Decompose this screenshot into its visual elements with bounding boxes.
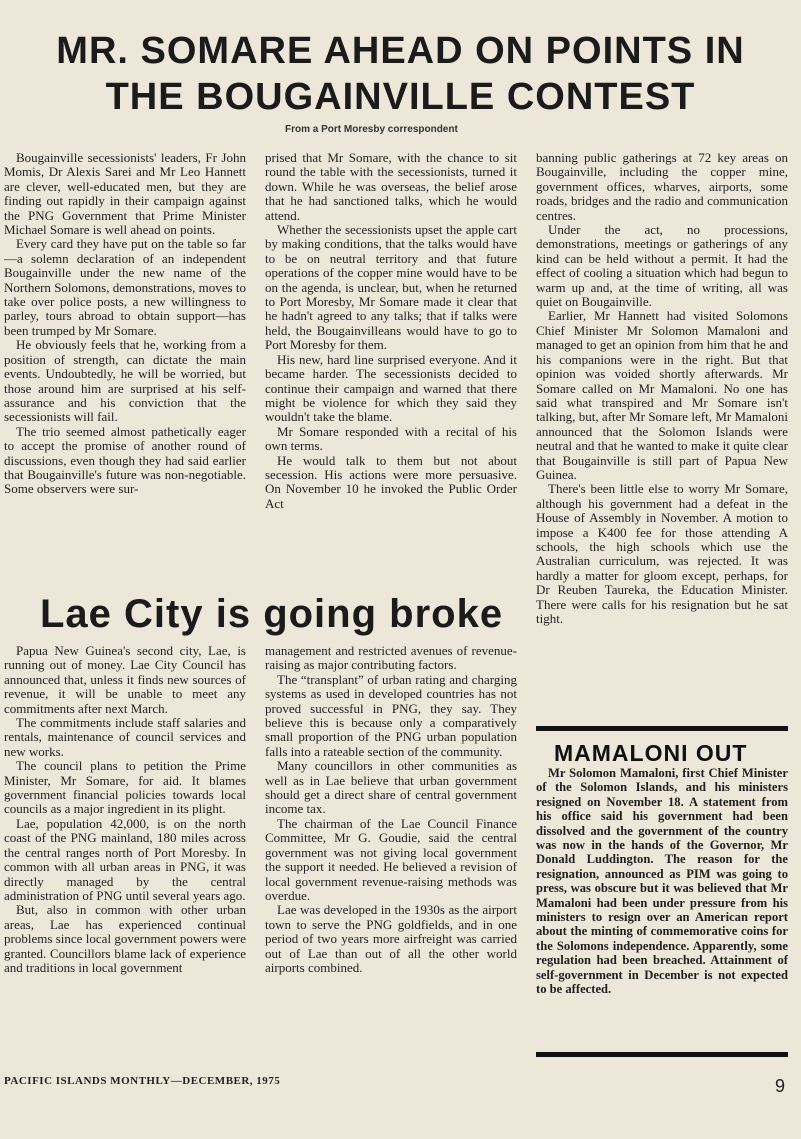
paragraph: management and restricted avenues of revenue-raising as major contributing factors. (265, 643, 517, 673)
paragraph: But, also in common with other urban areas, Lae has experienced continual problems since local government powers were granted. Councillors blame lack of experience and traditions in local government (4, 902, 246, 975)
article1-column-3 (536, 151, 788, 626)
page-number: 9 (775, 1076, 786, 1096)
paragraph: He would talk to them but not about secession. His actions were more persuasive. On November 10 he invoked the Public Order Act (265, 452, 517, 511)
paragraph: There's been little else to worry Mr Somare, although his government had a defeat in the House of Assembly in November. A motion to impose a K400 fee for those attending A schools, the high schools which use the Australian curriculum, was rejected. It was hardly a matter for gloom except, perhaps, for Dr Reuben Taureka, the Education Minister. There were calls for his resignation but he sat tight. (536, 481, 788, 626)
paragraph: The trio seemed almost pathetically eager to accept the promise of another round of discussions, even though they had said earlier that Bougainville's future was non-negotiable. Some observers were sur- (4, 423, 246, 497)
box-title: MAMALONI OUT (554, 740, 748, 766)
paragraph: Earlier, Mr Hannett had visited Solomons Chief Minister Mr Solomon Mamaloni and managed to get an opinion from him that he and his companions were in the right. But that opinion was voided shortly afterwards. Mr Somare called on Mr Mamaloni. No one has said what transpired and Mr Somare isn't talking, but, after Mr Somare left, Mr Mamaloni announced that the Solomon Islands were neutral and that he wanted to make it quite clear that Bougainville is still part of Papua New Guinea. (536, 308, 788, 482)
paragraph: Every card they have put on the table so far—a solemn declaration of an independent Bougainville under the new name of the Northern Solomons, demonstrations, moves to take over police posts, a new willingness to parley, tours abroad to obtain support—has been trumped by Mr Somare. (4, 236, 246, 338)
box-bottom-rule (536, 1052, 788, 1057)
main-headline-line2: THE BOUGAINVILLE CONTEST (105, 76, 696, 118)
article2-column-1 (4, 644, 246, 975)
article1-column-2 (265, 151, 517, 511)
paragraph: Papua New Guinea's second city, Lae, is running out of money. Lae City Council has announced that, unless it finds new sources of revenue, it will be unable to meet any commitments after next March. (4, 643, 246, 716)
paragraph: prised that Mr Somare, with the chance to sit round the table with the secessionists, turned it down. While he was overseas, the belief arose that he had sanctioned talks, which he would attend. (265, 150, 517, 223)
main-headline-line1: MR. SOMARE AHEAD ON POINTS IN (56, 30, 745, 72)
paragraph: Many councillors in other communities as well as in Lae believe that urban government should get a direct share of central government income tax. (265, 758, 517, 817)
paragraph: The chairman of the Lae Council Finance Committee, Mr G. Goudie, said the central government was not giving local government the support it needed. He believed a revision of local government revenue-raising methods was overdue. (265, 815, 517, 903)
paragraph: The “transplant” of urban rating and charging systems as used in developed countries has not proved successful in PNG, they say. They believe this is because only a comparatively small proportion of the PNG urban population falls into a rateable section of the community. (265, 671, 517, 759)
paragraph: Mr Somare responded with a recital of his own terms. (265, 423, 517, 454)
box-top-rule (536, 726, 788, 731)
article1-column-1 (4, 151, 246, 497)
byline: From a Port Moresby correspondent (285, 124, 458, 135)
article2-column-2 (265, 644, 517, 975)
paragraph: The commitments include staff salaries and rentals, maintenance of council services and new works. (4, 715, 246, 759)
footer-publication: PACIFIC ISLANDS MONTHLY—DECEMBER, 1975 (4, 1075, 281, 1087)
paragraph: The council plans to petition the Prime Minister, Mr Somare, for aid. It blames government financial policies towards local councils as a major ingredient in its plight. (4, 758, 246, 817)
paragraph: Whether the secessionists upset the apple cart by making conditions, that the talks would have to be on neutral territory and that future operations of the copper mine would have to be on the agenda, is unclear, but, when he returned to Port Moresby, Mr Somare made it clear that he hadn't agreed to any talks; that if talks were held, the Bougainvilleans would have to go to Port Moresby for them. (265, 222, 517, 353)
paragraph: banning public gatherings at 72 key areas on Bougainville, including the copper mine, government offices, wharves, airports, some roads, bridges and the radio and communication centres. (536, 150, 788, 223)
paragraph: Lae, population 42,000, is on the north coast of the PNG mainland, 180 miles across the central ranges north of Port Moresby. In common with all urban areas in PNG, it was directly managed by the central administration of PNG until several years ago. (4, 815, 246, 903)
box-body: Mr Solomon Mamaloni, first Chief Minister of the Solomon Islands, and his ministers resigned on November 18. A statement from his office said his government had been dissolved and the government of the country was now in the hands of the Governor, Mr Donald Luddington. The reason for the resignation, announced as PIM was going to press, was obscure but it was believed that Mr Mamaloni had been under pressure from his ministers to resign over an American report about the minting of commemorative coins for the Solomons independence. Apparently, some regulation had been breached. Attainment of self-government in December is not expected to be affected. (536, 766, 788, 997)
paragraph: Under the act, no processions, demonstrations, meetings or gatherings of any kind can be held without a permit. It had the effect of cooling a situation which had begun to warm up and, at the time of writing, all was quiet on Bougainville. (536, 222, 788, 310)
paragraph: His new, hard line surprised everyone. And it became harder. The secessionists decided to continue their campaign and warned that there might be violence for which they said they wouldn't take the blame. (265, 351, 517, 425)
paragraph: Lae was developed in the 1930s as the airport town to serve the PNG goldfields, and in one period of two years more airfreight was carried out of Lae than out of all the other world airports combined. (265, 902, 517, 975)
paragraph: Bougainville secessionists' leaders, Fr John Momis, Dr Alexis Sarei and Mr Leo Hannett are clever, well-educated men, but they are finding out rapidly in their campaign against the PNG Government that Prime Minister Michael Somare is well ahead on points. (4, 150, 246, 238)
paragraph: He obviously feels that he, working from a position of strength, can dictate the main events. Undoubtedly, he will be worried, but those around him are surprised at his self-assurance and his conviction that the secessionists will fail. (4, 337, 246, 425)
main-headline (0, 28, 801, 120)
lae-headline: Lae City is going broke (40, 592, 504, 636)
